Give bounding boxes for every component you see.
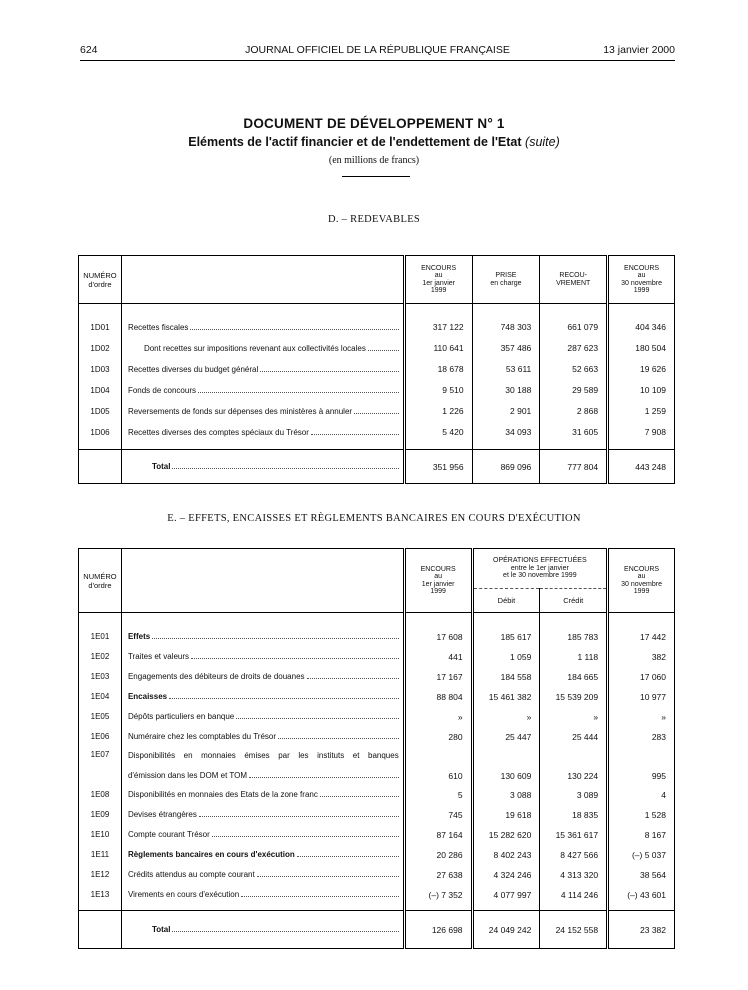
table-row [79, 865, 675, 885]
value-debit: 185 617 [472, 627, 540, 647]
table-row [79, 785, 675, 805]
value-encours-debut: 17 608 [404, 627, 472, 647]
table-row [79, 647, 675, 667]
row-code: 1E10 [90, 830, 110, 839]
header-encours-debut: ENCOURS au 1er janvier 1999 [404, 256, 472, 304]
header-rule [80, 60, 675, 61]
row-label-cell [121, 785, 404, 805]
table-row [79, 825, 675, 845]
value-debit: 130 609 [472, 747, 540, 785]
table-row [79, 401, 675, 422]
leader-dots [368, 350, 399, 351]
row-label: Recettes diverses des comptes spéciaux du Trésor [127, 427, 309, 437]
value-credit: » [540, 707, 608, 727]
value-debit: 15 282 620 [472, 825, 540, 845]
value-encours-debut: 5 420 [404, 422, 472, 443]
header-operations: OPÉRATIONS EFFECTUÉES entre le 1er janvier et le 30 novembre 1999 [472, 549, 608, 589]
table-row [79, 338, 675, 359]
table-row [79, 805, 675, 825]
value-prise: 2 901 [472, 401, 540, 422]
value-encours-fin: 404 346 [608, 317, 675, 338]
leader-dots [354, 413, 399, 414]
leader-dots [241, 896, 399, 897]
row-code: 1E03 [90, 672, 110, 681]
row-label: Numéraire chez les comptables du Trésor [127, 732, 277, 741]
value-encours-fin: 8 167 [608, 825, 675, 845]
value-prise: 357 486 [472, 338, 540, 359]
total-recouvrement: 777 804 [540, 450, 608, 484]
value-prise: 30 188 [472, 380, 540, 401]
value-recouvrement: 29 589 [540, 380, 608, 401]
title-rule [342, 176, 410, 177]
value-encours-debut: 88 804 [404, 687, 472, 707]
header-prise: PRISE en charge [472, 256, 540, 304]
value-debit: 4 324 246 [472, 865, 540, 885]
leader-dots [199, 816, 399, 817]
value-prise: 748 303 [472, 317, 540, 338]
value-encours-debut: 18 678 [404, 359, 472, 380]
value-debit: 19 618 [472, 805, 540, 825]
header-numero: NUMÉRO d'ordre [79, 256, 122, 304]
header-label-blank [121, 256, 404, 304]
row-label-cell [121, 422, 404, 443]
row-code: 1E04 [90, 692, 110, 701]
row-label: Compte courant Trésor [127, 830, 210, 839]
row-code: 1E07 [90, 749, 110, 759]
row-label-cell [121, 647, 404, 667]
total-label: Total [151, 925, 171, 934]
row-label-cell [121, 885, 404, 905]
value-encours-fin: 4 [608, 785, 675, 805]
row-label: Disponibilités en monnaies émises par les instituts et banques [127, 751, 399, 760]
subtitle-suffix: (suite) [525, 135, 560, 149]
value-encours-fin: 10 109 [608, 380, 675, 401]
value-encours-fin: 7 908 [608, 422, 675, 443]
value-encours-fin: 17 442 [608, 627, 675, 647]
row-code: 1D04 [90, 385, 110, 395]
value-credit: 4 313 320 [540, 865, 608, 885]
table-row [79, 727, 675, 747]
header-encours-debut: ENCOURS au 1er janvier 1999 [404, 549, 472, 613]
row-label-cell [121, 727, 404, 747]
page-number: 624 [80, 44, 98, 56]
table-row [79, 845, 675, 865]
row-label: Virements en cours d'exécution [127, 890, 240, 899]
value-debit: 8 402 243 [472, 845, 540, 865]
row-label-cell [121, 805, 404, 825]
table-row [79, 707, 675, 727]
row-label: Devises étrangères [127, 810, 197, 819]
leader-dots [169, 698, 399, 699]
value-credit: 18 835 [540, 805, 608, 825]
row-label-cell [121, 380, 404, 401]
row-label-cell [121, 747, 404, 785]
issue-date: 13 janvier 2000 [603, 44, 675, 56]
value-debit: 1 059 [472, 647, 540, 667]
value-credit: 15 539 209 [540, 687, 608, 707]
row-label: Encaisses [127, 692, 168, 701]
header-label-blank [121, 549, 404, 613]
document-title: DOCUMENT DE DÉVELOPPEMENT N° 1 [243, 116, 505, 131]
value-encours-fin: 19 626 [608, 359, 675, 380]
value-encours-debut: 610 [404, 747, 472, 785]
table-row-total [79, 911, 675, 949]
value-debit: » [472, 707, 540, 727]
value-prise: 34 093 [472, 422, 540, 443]
header-debit: Débit [472, 589, 540, 613]
total-debit: 24 049 242 [472, 911, 540, 949]
value-recouvrement: 52 663 [540, 359, 608, 380]
row-code: 1E01 [90, 632, 110, 641]
value-prise: 53 611 [472, 359, 540, 380]
value-debit: 15 461 382 [472, 687, 540, 707]
value-recouvrement: 2 868 [540, 401, 608, 422]
row-code: 1E02 [90, 652, 110, 661]
value-encours-debut: 441 [404, 647, 472, 667]
header-credit: Crédit [540, 589, 608, 613]
row-label-cell [121, 667, 404, 687]
table-row [79, 885, 675, 905]
leader-dots [257, 876, 399, 877]
total-credit: 24 152 558 [540, 911, 608, 949]
row-code: 1E05 [90, 712, 110, 721]
row-label-cell [121, 825, 404, 845]
header-recouvrement: RECOU- VREMENT [540, 256, 608, 304]
value-debit: 4 077 997 [472, 885, 540, 905]
header-encours-fin: ENCOURS au 30 novembre 1999 [608, 256, 675, 304]
value-encours-fin: 382 [608, 647, 675, 667]
row-label: Engagements des débiteurs de droits de douanes [127, 672, 305, 681]
total-encours-fin: 443 248 [608, 450, 675, 484]
table-effets-encaisses [78, 548, 675, 949]
leader-dots [236, 718, 398, 719]
value-encours-fin: 1 528 [608, 805, 675, 825]
value-credit: 4 114 246 [540, 885, 608, 905]
total-prise: 869 096 [472, 450, 540, 484]
value-encours-debut: 317 122 [404, 317, 472, 338]
value-encours-debut: 20 286 [404, 845, 472, 865]
row-code: 1E06 [90, 732, 110, 741]
table-row [79, 422, 675, 443]
row-code: 1E12 [90, 870, 110, 879]
value-recouvrement: 661 079 [540, 317, 608, 338]
leader-dots [311, 434, 399, 435]
table-row [79, 627, 675, 647]
row-code: 1D01 [90, 322, 110, 332]
leader-dots [260, 371, 399, 372]
row-code: 1D06 [90, 427, 110, 437]
value-encours-debut: 280 [404, 727, 472, 747]
value-encours-fin: 180 504 [608, 338, 675, 359]
value-encours-debut: » [404, 707, 472, 727]
total-label: Total [151, 462, 171, 471]
row-label: Disponibilités en monnaies des Etats de la zone franc [127, 790, 318, 799]
value-encours-fin: 283 [608, 727, 675, 747]
row-label-cell [121, 317, 404, 338]
row-label: Effets [127, 632, 151, 641]
row-code: 1D02 [90, 343, 110, 353]
row-label-cell [121, 359, 404, 380]
value-encours-fin: 995 [608, 747, 675, 785]
value-credit: 130 224 [540, 747, 608, 785]
value-credit: 15 361 617 [540, 825, 608, 845]
row-label-cell [121, 845, 404, 865]
row-label-cell [121, 401, 404, 422]
value-recouvrement: 287 623 [540, 338, 608, 359]
value-encours-debut: 745 [404, 805, 472, 825]
value-encours-fin: 38 564 [608, 865, 675, 885]
row-label: Fonds de concours [127, 385, 196, 395]
value-credit: 3 089 [540, 785, 608, 805]
row-label: Dépôts particuliers en banque [127, 712, 235, 721]
value-credit: 8 427 566 [540, 845, 608, 865]
value-debit: 3 088 [472, 785, 540, 805]
row-code: 1E09 [90, 810, 110, 819]
row-label: Traites et valeurs [127, 652, 190, 661]
row-label-cell [121, 865, 404, 885]
value-encours-fin: 17 060 [608, 667, 675, 687]
table-row [79, 359, 675, 380]
running-header [80, 44, 675, 58]
total-encours-fin: 23 382 [608, 911, 675, 949]
subtitle-text: Eléments de l'actif financier et de l'endettement de l'Etat [188, 135, 522, 149]
table-row [79, 667, 675, 687]
leader-dots [320, 796, 399, 797]
section-d-title: D. – REDEVABLES [327, 214, 421, 225]
value-encours-debut: 1 226 [404, 401, 472, 422]
row-label: Dont recettes sur impositions revenant aux collectivités locales [143, 343, 366, 353]
value-credit: 184 665 [540, 667, 608, 687]
value-encours-debut: 5 [404, 785, 472, 805]
row-code: 1D03 [90, 364, 110, 374]
leader-dots [249, 777, 399, 778]
row-label-cell [121, 338, 404, 359]
table-row [79, 380, 675, 401]
total-encours-debut: 351 956 [404, 450, 472, 484]
value-credit: 185 783 [540, 627, 608, 647]
table-row [79, 687, 675, 707]
journal-title: JOURNAL OFFICIEL DE LA RÉPUBLIQUE FRANÇAISE [245, 44, 510, 56]
value-encours-fin: (–) 43 601 [608, 885, 675, 905]
row-label: Crédits attendus au compte courant [127, 870, 255, 879]
leader-dots [307, 678, 399, 679]
leader-dots [212, 836, 399, 837]
row-code: 1E13 [90, 890, 110, 899]
row-label: Règlements bancaires en cours d'exécution [127, 850, 295, 859]
value-encours-debut: 9 510 [404, 380, 472, 401]
value-encours-debut: (–) 7 352 [404, 885, 472, 905]
value-credit: 25 444 [540, 727, 608, 747]
value-credit: 1 118 [540, 647, 608, 667]
document-subtitle [0, 135, 748, 149]
table-row [79, 747, 675, 785]
leader-dots [198, 392, 399, 393]
leader-dots [297, 856, 399, 857]
row-label: Recettes diverses du budget général [127, 364, 259, 374]
table-redevables [78, 255, 675, 484]
row-code: 1E11 [90, 850, 110, 859]
section-e-title: E. – EFFETS, ENCAISSES ET RÈGLEMENTS BANCAIRES EN COURS D'EXÉCUTION [167, 513, 581, 524]
row-code: 1E08 [90, 790, 110, 799]
value-encours-fin: 1 259 [608, 401, 675, 422]
row-label: Recettes fiscales [127, 322, 189, 332]
value-encours-debut: 17 167 [404, 667, 472, 687]
table-row-total [79, 450, 675, 484]
header-encours-fin: ENCOURS au 30 novembre 1999 [608, 549, 675, 613]
row-label: Reversements de fonds sur dépenses des ministères à annuler [127, 406, 353, 416]
row-label-cell [121, 707, 404, 727]
row-code: 1D05 [90, 406, 110, 416]
value-debit: 184 558 [472, 667, 540, 687]
value-debit: 25 447 [472, 727, 540, 747]
value-encours-fin: 10 977 [608, 687, 675, 707]
value-encours-fin: (–) 5 037 [608, 845, 675, 865]
table-row [79, 317, 675, 338]
value-encours-debut: 27 638 [404, 865, 472, 885]
leader-dots [191, 658, 399, 659]
leader-dots [278, 738, 399, 739]
row-label-continued: d'émission dans les DOM et TOM [127, 771, 248, 780]
header-numero: NUMÉRO d'ordre [79, 549, 122, 613]
value-encours-debut: 87 164 [404, 825, 472, 845]
leader-dots [152, 638, 399, 639]
row-label-cell [121, 627, 404, 647]
row-label-cell [121, 687, 404, 707]
value-encours-debut: 110 641 [404, 338, 472, 359]
total-encours-debut: 126 698 [404, 911, 472, 949]
unit-note: (en millions de francs) [328, 155, 420, 166]
value-encours-fin: » [608, 707, 675, 727]
leader-dots [190, 329, 398, 330]
value-recouvrement: 31 605 [540, 422, 608, 443]
